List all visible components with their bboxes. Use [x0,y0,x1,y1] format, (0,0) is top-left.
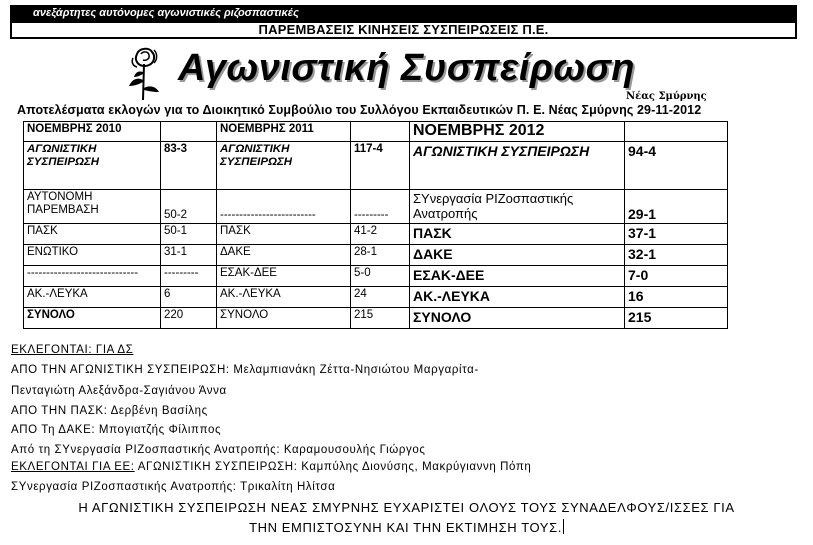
cell-votes: --------- [161,266,217,287]
cell-votes: 50-1 [161,224,217,245]
elected-ee-line [11,461,531,473]
cell-party: ΑΓΩΝΙΣΤΙΚΗ ΣΥΣΠΕΙΡΩΣΗ [410,142,625,190]
header-2012-votes [625,122,728,142]
header-2012: ΝΟΕΜΒΡΗΣ 2012 [410,122,625,142]
cell-votes: 6 [161,287,217,308]
elected-line: ΣΥνεργασία ΡΙΖοσπαστικής Ανατροπής: Τρικαλίτη Ηλίτσα [11,481,336,493]
cell-party: ΑΓΩΝΙΣΤΙΚΗ ΣΥΣΠΕΙΡΩΣΗ [24,142,161,190]
table-header-row [24,122,728,142]
cell-votes: 94-4 [625,142,728,190]
cell-party: ΔΑΚΕ [217,245,351,266]
tagline: ανεξάρτητες αυτόνομες αγωνιστικές ριζοσπαστικές [33,7,299,19]
table-row [24,287,728,308]
cell-votes: 117-4 [351,142,410,190]
cell-total-label: ΣΥΝΟΛΟ [24,308,161,329]
cell-votes: 28-1 [351,245,410,266]
cell-votes: 50-2 [161,190,217,224]
elected-line: ΑΠΟ ΤΗΝ ΑΓΩΝΙΣΤΙΚΗ ΣΥΣΠΕΙΡΩΣΗ: Μελαμπιανάκη Ζέττα-Νησιώτου Μαργαρίτα- [11,364,479,376]
cell-party: ΑΚ.-ΛΕΥΚΑ [217,287,351,308]
elected-ee-names: ΑΓΩΝΙΣΤΙΚΗ ΣΥΣΠΕΙΡΩΣΗ: Καμπύλης Διονύσης, Μακρύγιαννη Πόπη [134,461,532,473]
elected-ds-heading: ΕΚΛΕΓΟΝΤΑΙ: ΓΙΑ ΔΣ [11,344,134,356]
cell-total: 220 [161,308,217,329]
header-2010-votes [161,122,217,142]
cell-total-label: ΣΥΝΟΛΟ [217,308,351,329]
header-2010: ΝΟΕΜΒΡΗΣ 2010 [24,122,161,142]
cell-party: ΣΥνεργασία ΡΙΖοσπαστικής Ανατροπής [410,190,625,224]
table-row [24,245,728,266]
cell-votes: 41-2 [351,224,410,245]
elected-line: ΑΠΟ Τη ΔΑΚΕ: Μπογιατζής Φίλιππος [11,424,222,436]
results-table [23,121,728,329]
cell-party: ΕΣΑΚ-ΔΕΕ [410,266,625,287]
cell-party: ΑΥΤΟΝΟΜΗ ΠΑΡΕΜΒΑΣΗ [24,190,161,224]
elected-ee-heading: ΕΚΛΕΓΟΝΤΑΙ ΓΙΑ ΕΕ: [11,461,135,473]
elected-line: ΑΠΟ ΤΗΝ ΠΑΣΚ: Δερβένη Βασίλης [11,405,208,417]
cell-party: ------------------------- [217,190,351,224]
subtitle: ΠΑΡΕΜΒΑΣΕΙΣ ΚΙΝΗΣΕΙΣ ΣΥΣΠΕΙΡΩΣΕΙΣ Π.Ε. [258,22,549,37]
cell-votes: 5-0 [351,266,410,287]
elected-line: Πενταγιώτη Αλεξάνδρα-Σαγιάνου Άννα [11,385,227,397]
cell-total: 215 [625,308,728,329]
header-2011-votes [351,122,410,142]
subtitle-box [10,21,797,39]
cell-votes: 24 [351,287,410,308]
cell-party: ΠΑΣΚ [410,224,625,245]
cell-party: ΕΣΑΚ-ΔΕΕ [217,266,351,287]
cell-votes: 7-0 [625,266,728,287]
elected-line: Από τη ΣΥνεργασία ΡΙΖοσπαστικής Ανατροπής: Καραμουσουλής Γιώργος [11,444,426,456]
cell-votes: 32-1 [625,245,728,266]
page-title: Αγωνιστική Συσπείρωση [178,47,636,89]
thanks-line-2-text: ΤΗΝ ΕΜΠΙΣΤΟΣΥΝΗ ΚΑΙ ΤΗΝ ΕΚΤΙΜΗΣΗ ΤΟΥΣ. [249,520,562,535]
cell-party: ΠΑΣΚ [217,224,351,245]
table-row [24,142,728,190]
cell-party: ΑΓΩΝΙΣΤΙΚΗ ΣΥΣΠΕΙΡΩΣΗ [217,142,351,190]
cell-party: ΑΚ.-ΛΕΥΚΑ [24,287,161,308]
cell-total: 215 [351,308,410,329]
cell-party: ΕΝΩΤΙΚΟ [24,245,161,266]
cell-votes: 31-1 [161,245,217,266]
header-2011: ΝΟΕΜΒΡΗΣ 2011 [217,122,351,142]
tagline-bar [10,5,797,21]
table-total-row [24,308,728,329]
text-cursor [563,519,564,534]
cell-votes: --------- [351,190,410,224]
table-row [24,224,728,245]
rose-logo-icon [127,46,161,102]
thanks-line-1: Η ΑΓΩΝΙΣΤΙΚΗ ΣΥΣΠΕΙΡΩΣΗ ΝΕΑΣ ΣΜΥΡΝΗΣ ΕΥΧΑΡΙΣΤΕΙ ΟΛΟΥΣ ΤΟΥΣ ΣΥΝΑΔΕΛΦΟΥΣ/ΙΣΣΕΣ ΓΙΑ [78,500,735,515]
cell-party: ----------------------------- [24,266,161,287]
cell-votes: 83-3 [161,142,217,190]
cell-party: ΑΚ.-ΛΕΥΚΑ [410,287,625,308]
thanks-line-2 [0,519,813,535]
results-heading: Αποτελέσματα εκλογών για το Διοικητικό Συμβούλιο του Συλλόγου Εκπαιδευτικών Π. Ε. Νέας Σμύρνης 29-11-2012 [17,103,702,117]
cell-party: ΠΑΣΚ [24,224,161,245]
cell-party: ΔΑΚΕ [410,245,625,266]
location-label: Νέας Σμύρνης [626,91,707,102]
cell-votes: 37-1 [625,224,728,245]
table-row [24,190,728,224]
table-row [24,266,728,287]
cell-votes: 29-1 [625,190,728,224]
cell-votes: 16 [625,287,728,308]
cell-total-label: ΣΥΝΟΛΟ [410,308,625,329]
